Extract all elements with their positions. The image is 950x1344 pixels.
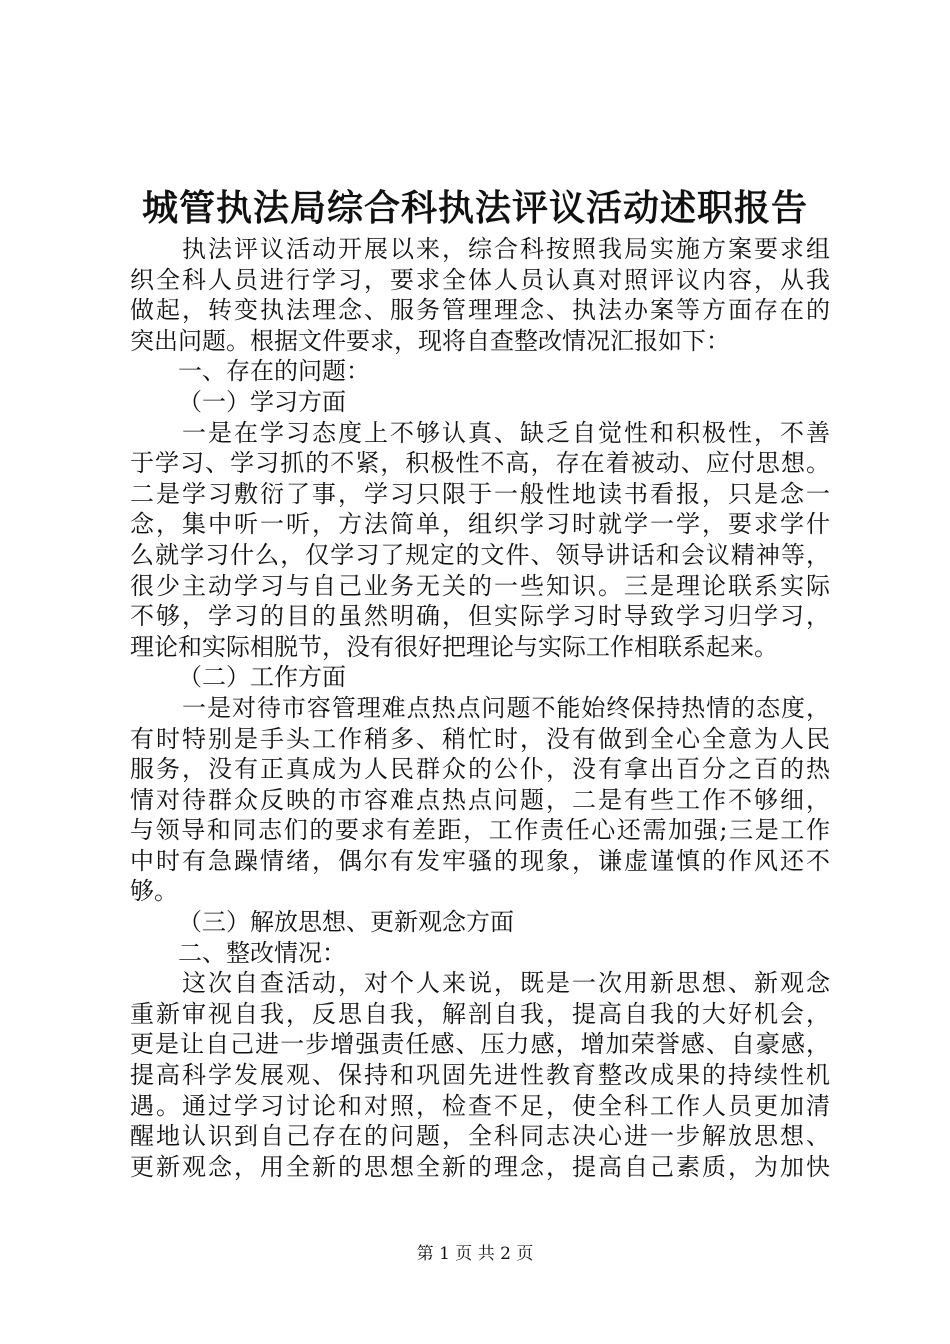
paragraph-line: 够。 [130, 877, 178, 906]
subsection-heading: （三）解放思想、更新观念方面 [178, 908, 514, 937]
paragraph-line: 理论和实际相脱节，没有很好把理论与实际工作相联系起来。 [130, 632, 778, 661]
paragraph-line: 提高科学发展观、保持和巩固先进性教育整改成果的持续性机 [130, 1061, 830, 1090]
document-title: 城管执法局综合科执法评议活动述职报告 [141, 187, 808, 229]
paragraph-line: 与领导和同志们的要求有差距，工作责任心还需加强;三是工作 [130, 816, 830, 845]
paragraph-line: 么就学习什么，仅学习了规定的文件、领导讲话和会议精神等， [130, 540, 830, 569]
paragraph-line: 情对待群众反映的市容难点热点问题，二是有些工作不够细， [130, 785, 830, 814]
paragraph-line: 这次自查活动，对个人来说，既是一次用新思想、新观念 [182, 969, 830, 998]
document-body [130, 234, 830, 1182]
paragraph-line: 做起，转变执法理念、服务管理理念、执法办案等方面存在的 [130, 296, 830, 325]
paragraph-line: 于学习、学习抓的不紧，积极性不高，存在着被动、应付思想。 [130, 449, 830, 478]
subsection-heading: （一）学习方面 [178, 387, 346, 416]
page-number-footer: 第 1 页 共 2 页 [416, 1244, 534, 1264]
paragraph-line: 一是在学习态度上不够认真、缺乏自觉性和积极性，不善 [182, 418, 830, 447]
paragraph-line: 念，集中听一听，方法简单，组织学习时就学一学，要求学什 [130, 510, 830, 539]
section-heading: 一、存在的问题： [178, 357, 370, 386]
section-heading: 二、整改情况： [178, 938, 346, 967]
paragraph-line: 醒地认识到自己存在的问题，全科同志决心进一步解放思想、 [130, 1122, 830, 1151]
paragraph-line: 遇。通过学习讨论和对照，检查不足，使全科工作人员更加清 [130, 1091, 830, 1120]
paragraph-line: 执法评议活动开展以来，综合科按照我局实施方案要求组 [182, 235, 830, 263]
paragraph-line: 中时有急躁情绪，偶尔有发牢骚的现象，谦虚谨慎的作风还不 [130, 846, 830, 875]
paragraph-line: 有时特别是手头工作稍多、稍忙时，没有做到全心全意为人民 [130, 724, 830, 753]
paragraph-line: 织全科人员进行学习，要求全体人员认真对照评议内容，从我 [130, 265, 830, 294]
subsection-heading: （二）工作方面 [178, 663, 346, 692]
paragraph-line: 二是学习敷衍了事，学习只限于一般性地读书看报，只是念一 [130, 479, 830, 508]
paragraph-line: 一是对待市容管理难点热点问题不能始终保持热情的态度， [182, 693, 830, 722]
paragraph-line: 服务，没有正真成为人民群众的公仆，没有拿出百分之百的热 [130, 755, 830, 784]
paragraph-line: 很少主动学习与自己业务无关的一些知识。三是理论联系实际 [130, 571, 830, 600]
paragraph-line: 突出问题。根据文件要求，现将自查整改情况汇报如下： [130, 326, 730, 355]
paragraph-line: 更新观念，用全新的思想全新的理念，提高自己素质，为加快 [130, 1152, 830, 1181]
paragraph-line: 不够，学习的目的虽然明确，但实际学习时导致学习归学习， [130, 602, 830, 631]
paragraph-line: 更是让自己进一步增强责任感、压力感，增加荣誉感、自豪感， [130, 1030, 830, 1059]
paragraph-line: 重新审视自我，反思自我，解剖自我，提高自我的大好机会， [130, 999, 830, 1028]
